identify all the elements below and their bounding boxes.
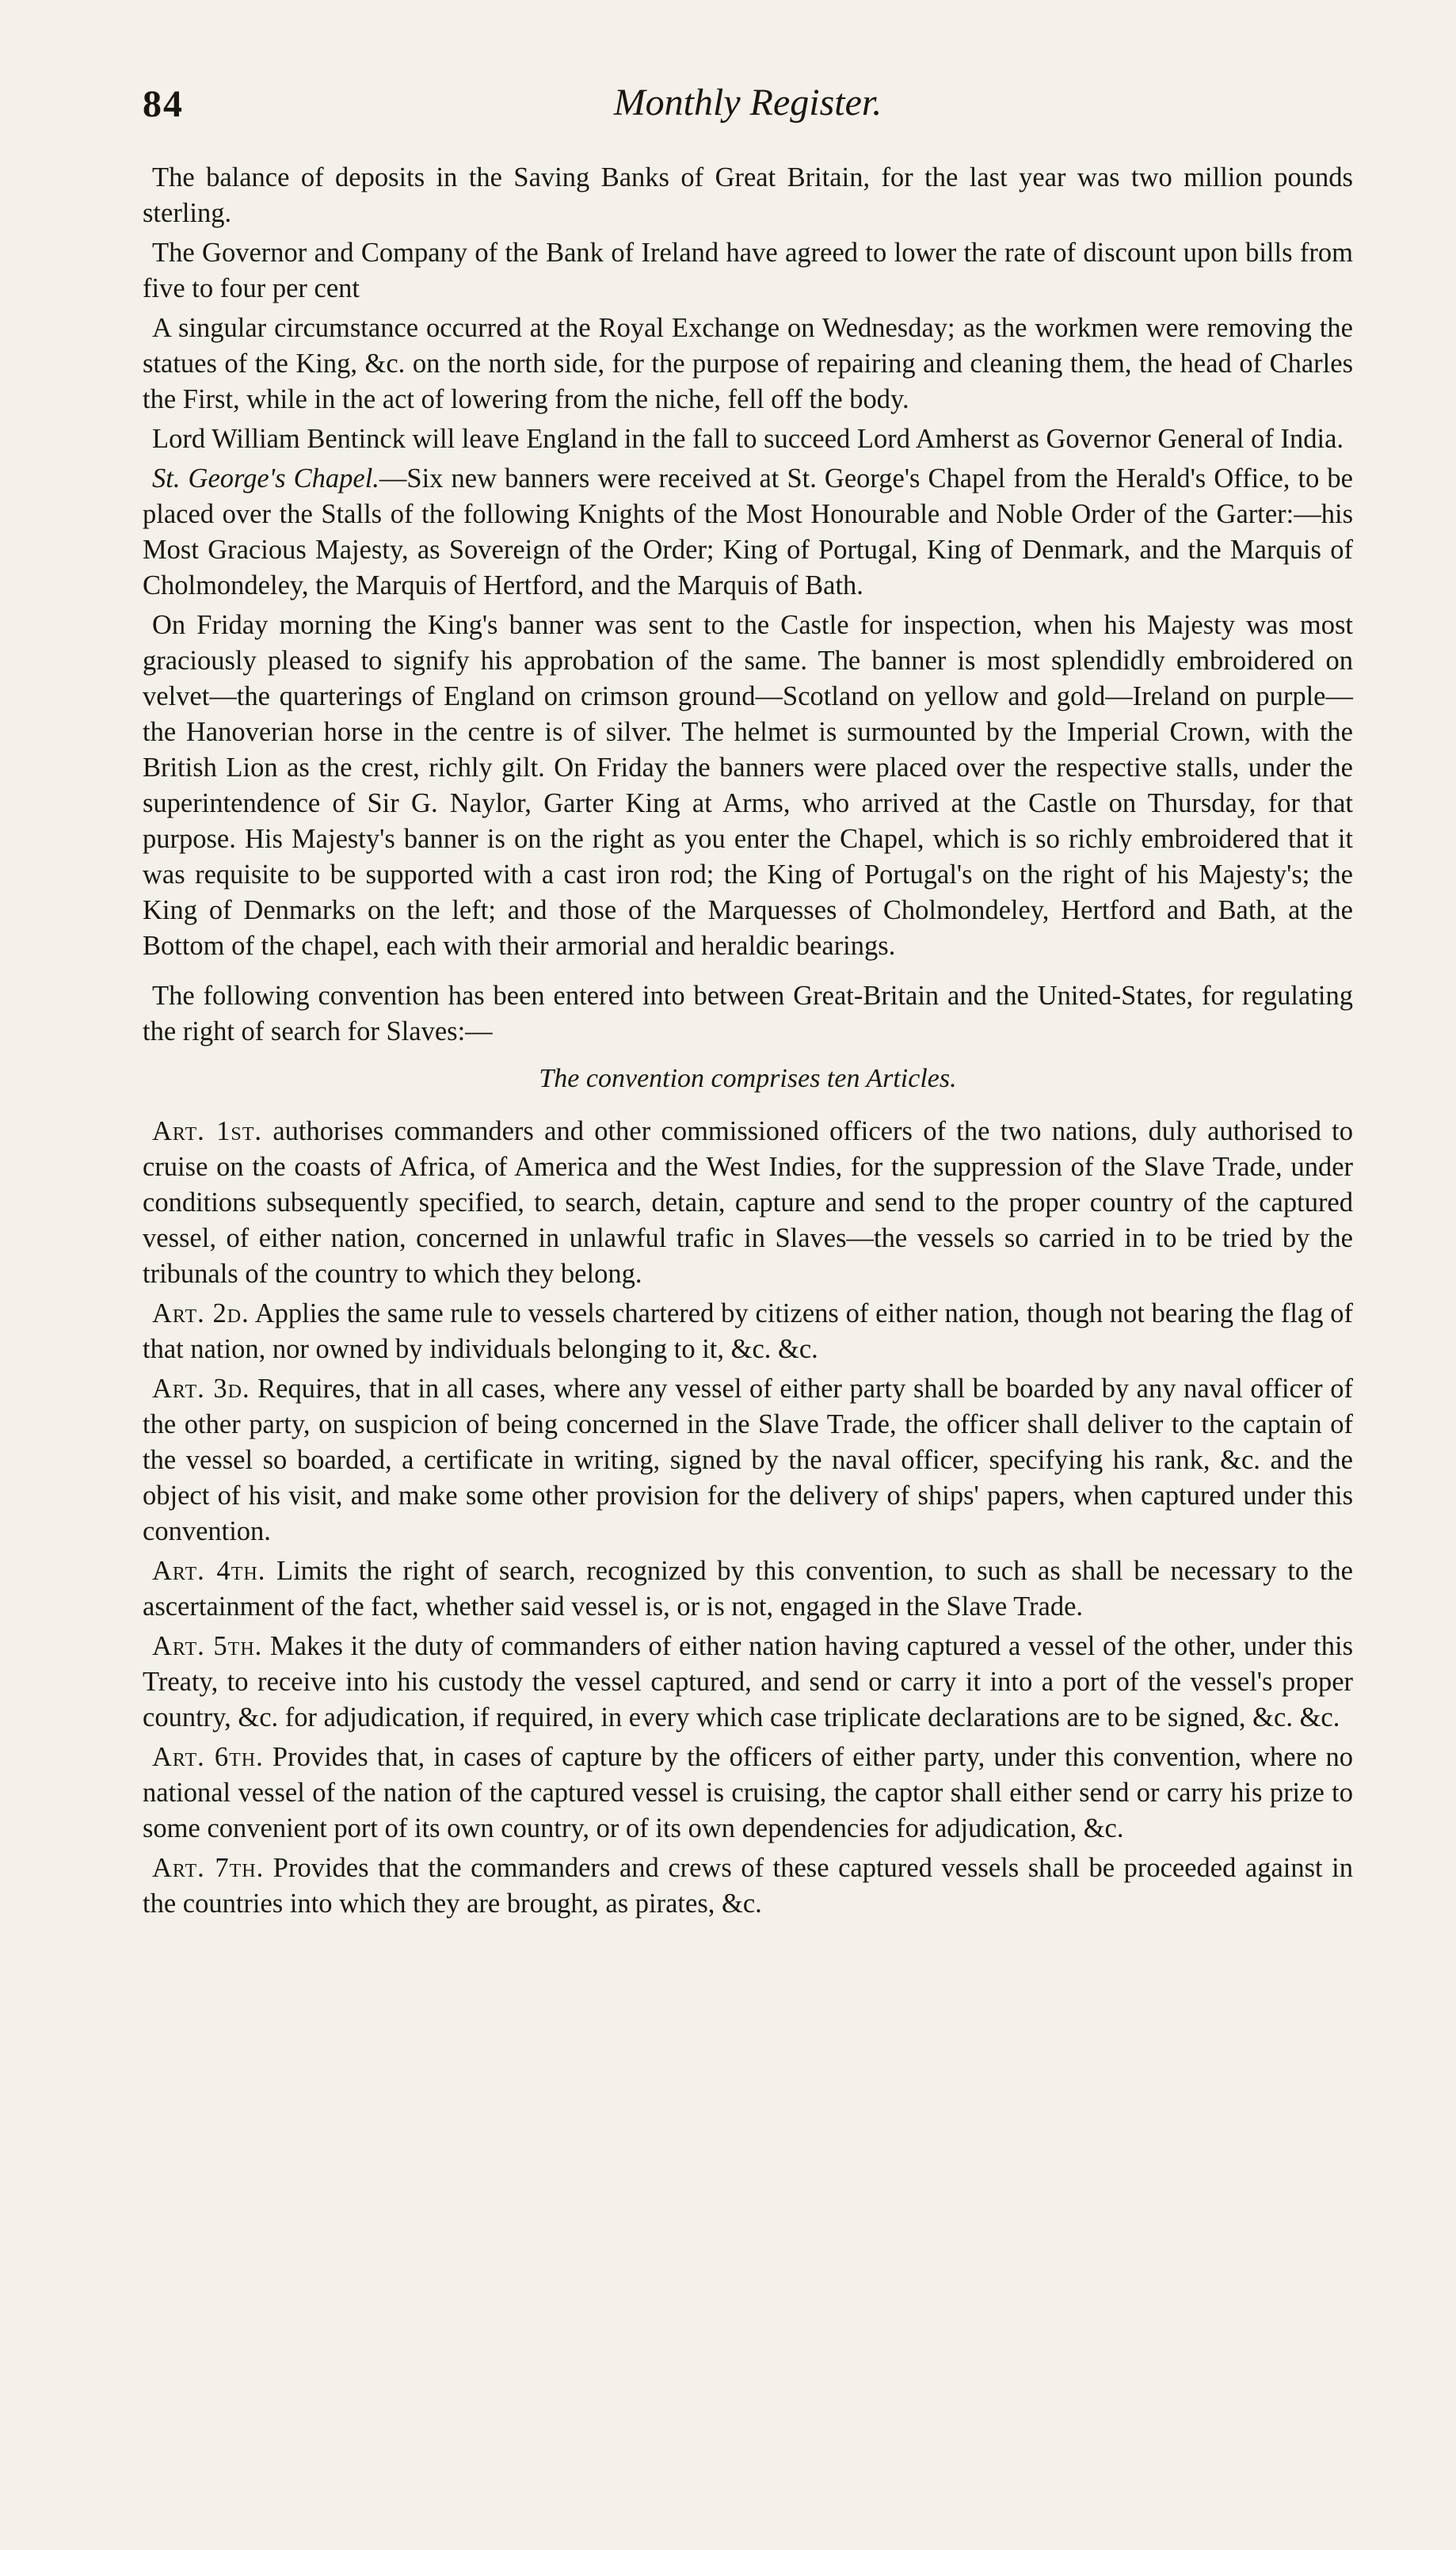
paragraph-st-georges-chapel: St. George's Chapel.—Six new banners were received at St. George's Chapel from the Herald's Office, to be placed over the Stalls of the following Knights of the Most Honourable and Noble Order of the Garter:—his Most Gracious Majesty, as Sovereign of the Order; King of Portugal, King of Denmark, and the Marquis of Cholmondeley, the Marquis of Hertford, and the Marquis of Bath. [143, 463, 1353, 600]
paragraph-lead: St. George's Chapel. [152, 463, 379, 494]
paragraph-bank-of-ireland: The Governor and Company of the Bank of Ireland have agreed to lower the rate of discount upon bills from five to four per cent [143, 238, 1353, 303]
paragraph-convention-intro: The following convention has been entered into between Great-Britain and the United-States, for regulating the right of search for Slaves:— [143, 981, 1353, 1046]
article-7: Art. 7th. Provides that the commanders and crews of these captured vessels shall be proceeded against in the countries into which they are brought, as pirates, &c. [143, 1853, 1354, 1919]
article-label: Art. 5th. [152, 1631, 263, 1661]
article-label: Art. 4th. [152, 1556, 266, 1586]
article-2: Art. 2d. Applies the same rule to vessels chartered by citizens of either nation, though not bearing the flag of that nation, nor owned by individuals belonging to it, &c. &c. [143, 1298, 1353, 1364]
article-label: Art. 2d. [152, 1298, 250, 1328]
article-label: Art. 7th. [152, 1853, 265, 1883]
article-label: Art. 3d. [152, 1374, 250, 1404]
article-6: Art. 6th. Provides that, in cases of capture by the officers of either party, under this convention, where no national vessel of the nation of the captured vessel is cruising, the captor shall either send or carry his prize to some convenient port of its own country, or of its own dependencies for adjudication, &c. [143, 1742, 1353, 1843]
article-3: Art. 3d. Requires, that in all cases, where any vessel of either party shall be boarded by any naval officer of the other party, on suspicion of being concerned in the Slave Trade, the officer shall deliver to the captain of the vessel so boarded, a certificate in writing, signed by the naval officer, specifying his rank, &c. and the object of his visit, and make some other provision for the delivery of ships' papers, when captured under this convention. [143, 1374, 1353, 1546]
article-body [143, 160, 1353, 1922]
article-5: Art. 5th. Makes it the duty of commanders of either nation having captured a vessel of the other, under this Treaty, to receive into his custody the vessel captured, and send or carry it into a port of the vessel's proper country, &c. for adjudication, if required, in every which case triplicate declarations are to be signed, &c. &c. [143, 1631, 1354, 1732]
article-4: Art. 4th. Limits the right of search, recognized by this convention, to such as shall be necessary to the ascertainment of the fact, whether said vessel is, or is not, engaged in the Slave Trade. [143, 1556, 1353, 1622]
article-1: Art. 1st. authorises commanders and other commissioned officers of the two nations, duly authorised to cruise on the coasts of Africa, of America and the West Indies, for the suppression of the Slave Trade, under conditions subsequently specified, to search, detain, capture and send to the proper country of the captured vessel, of either nation, concerned in unlawful trafic in Slaves—the vessels so carried in to be tried by the tribunals of the country to which they belong. [143, 1116, 1354, 1289]
page-number: 84 [143, 83, 184, 125]
running-head: Monthly Register. [613, 82, 882, 124]
paragraph-saving-banks: The balance of deposits in the Saving Banks of Great Britain, for the last year was two million pounds sterling. [143, 162, 1353, 228]
paragraph-royal-exchange: A singular circumstance occurred at the Royal Exchange on Wednesday; as the workmen were removing the statues of the King, &c. on the north side, for the purpose of repairing and cleaning them, the head of Charles the First, while in the act of lowering from the niche, fell off the body. [143, 313, 1353, 414]
paragraph-bentinck: Lord William Bentinck will leave England in the fall to succeed Lord Amherst as Governor General of India. [152, 424, 1344, 454]
article-label: Art. 6th. [152, 1742, 264, 1772]
paragraph-kings-banner: On Friday morning the King's banner was sent to the Castle for inspection, when his Majesty was most graciously pleased to signify his approbation of the same. The banner is most splendidly embroidered on velvet—the quarterings of England on crimson ground—Scotland on yellow and gold—Ireland on purple—the Hanoverian horse in the centre is of silver. The helmet is surmounted by the Imperial Crown, with the British Lion as the crest, richly gilt. On Friday the banners were placed over the respective stalls, under the superintendence of Sir G. Naylor, Garter King at Arms, who arrived at the Castle on Thursday, for that purpose. His Majesty's banner is on the right as you enter the Chapel, which is so richly embroidered that it was requisite to be supported with a cast iron rod; the King of Portugal's on the right of his Majesty's; the King of Denmarks on the left; and those of the Marquesses of Cholmondeley, Hertford and Bath, at the Bottom of the chapel, each with their armorial and heraldic bearings. [143, 610, 1353, 961]
page-header [143, 76, 1353, 139]
article-label: Art. 1st. [152, 1116, 262, 1146]
convention-heading: The convention comprises ten Articles. [539, 1064, 957, 1093]
